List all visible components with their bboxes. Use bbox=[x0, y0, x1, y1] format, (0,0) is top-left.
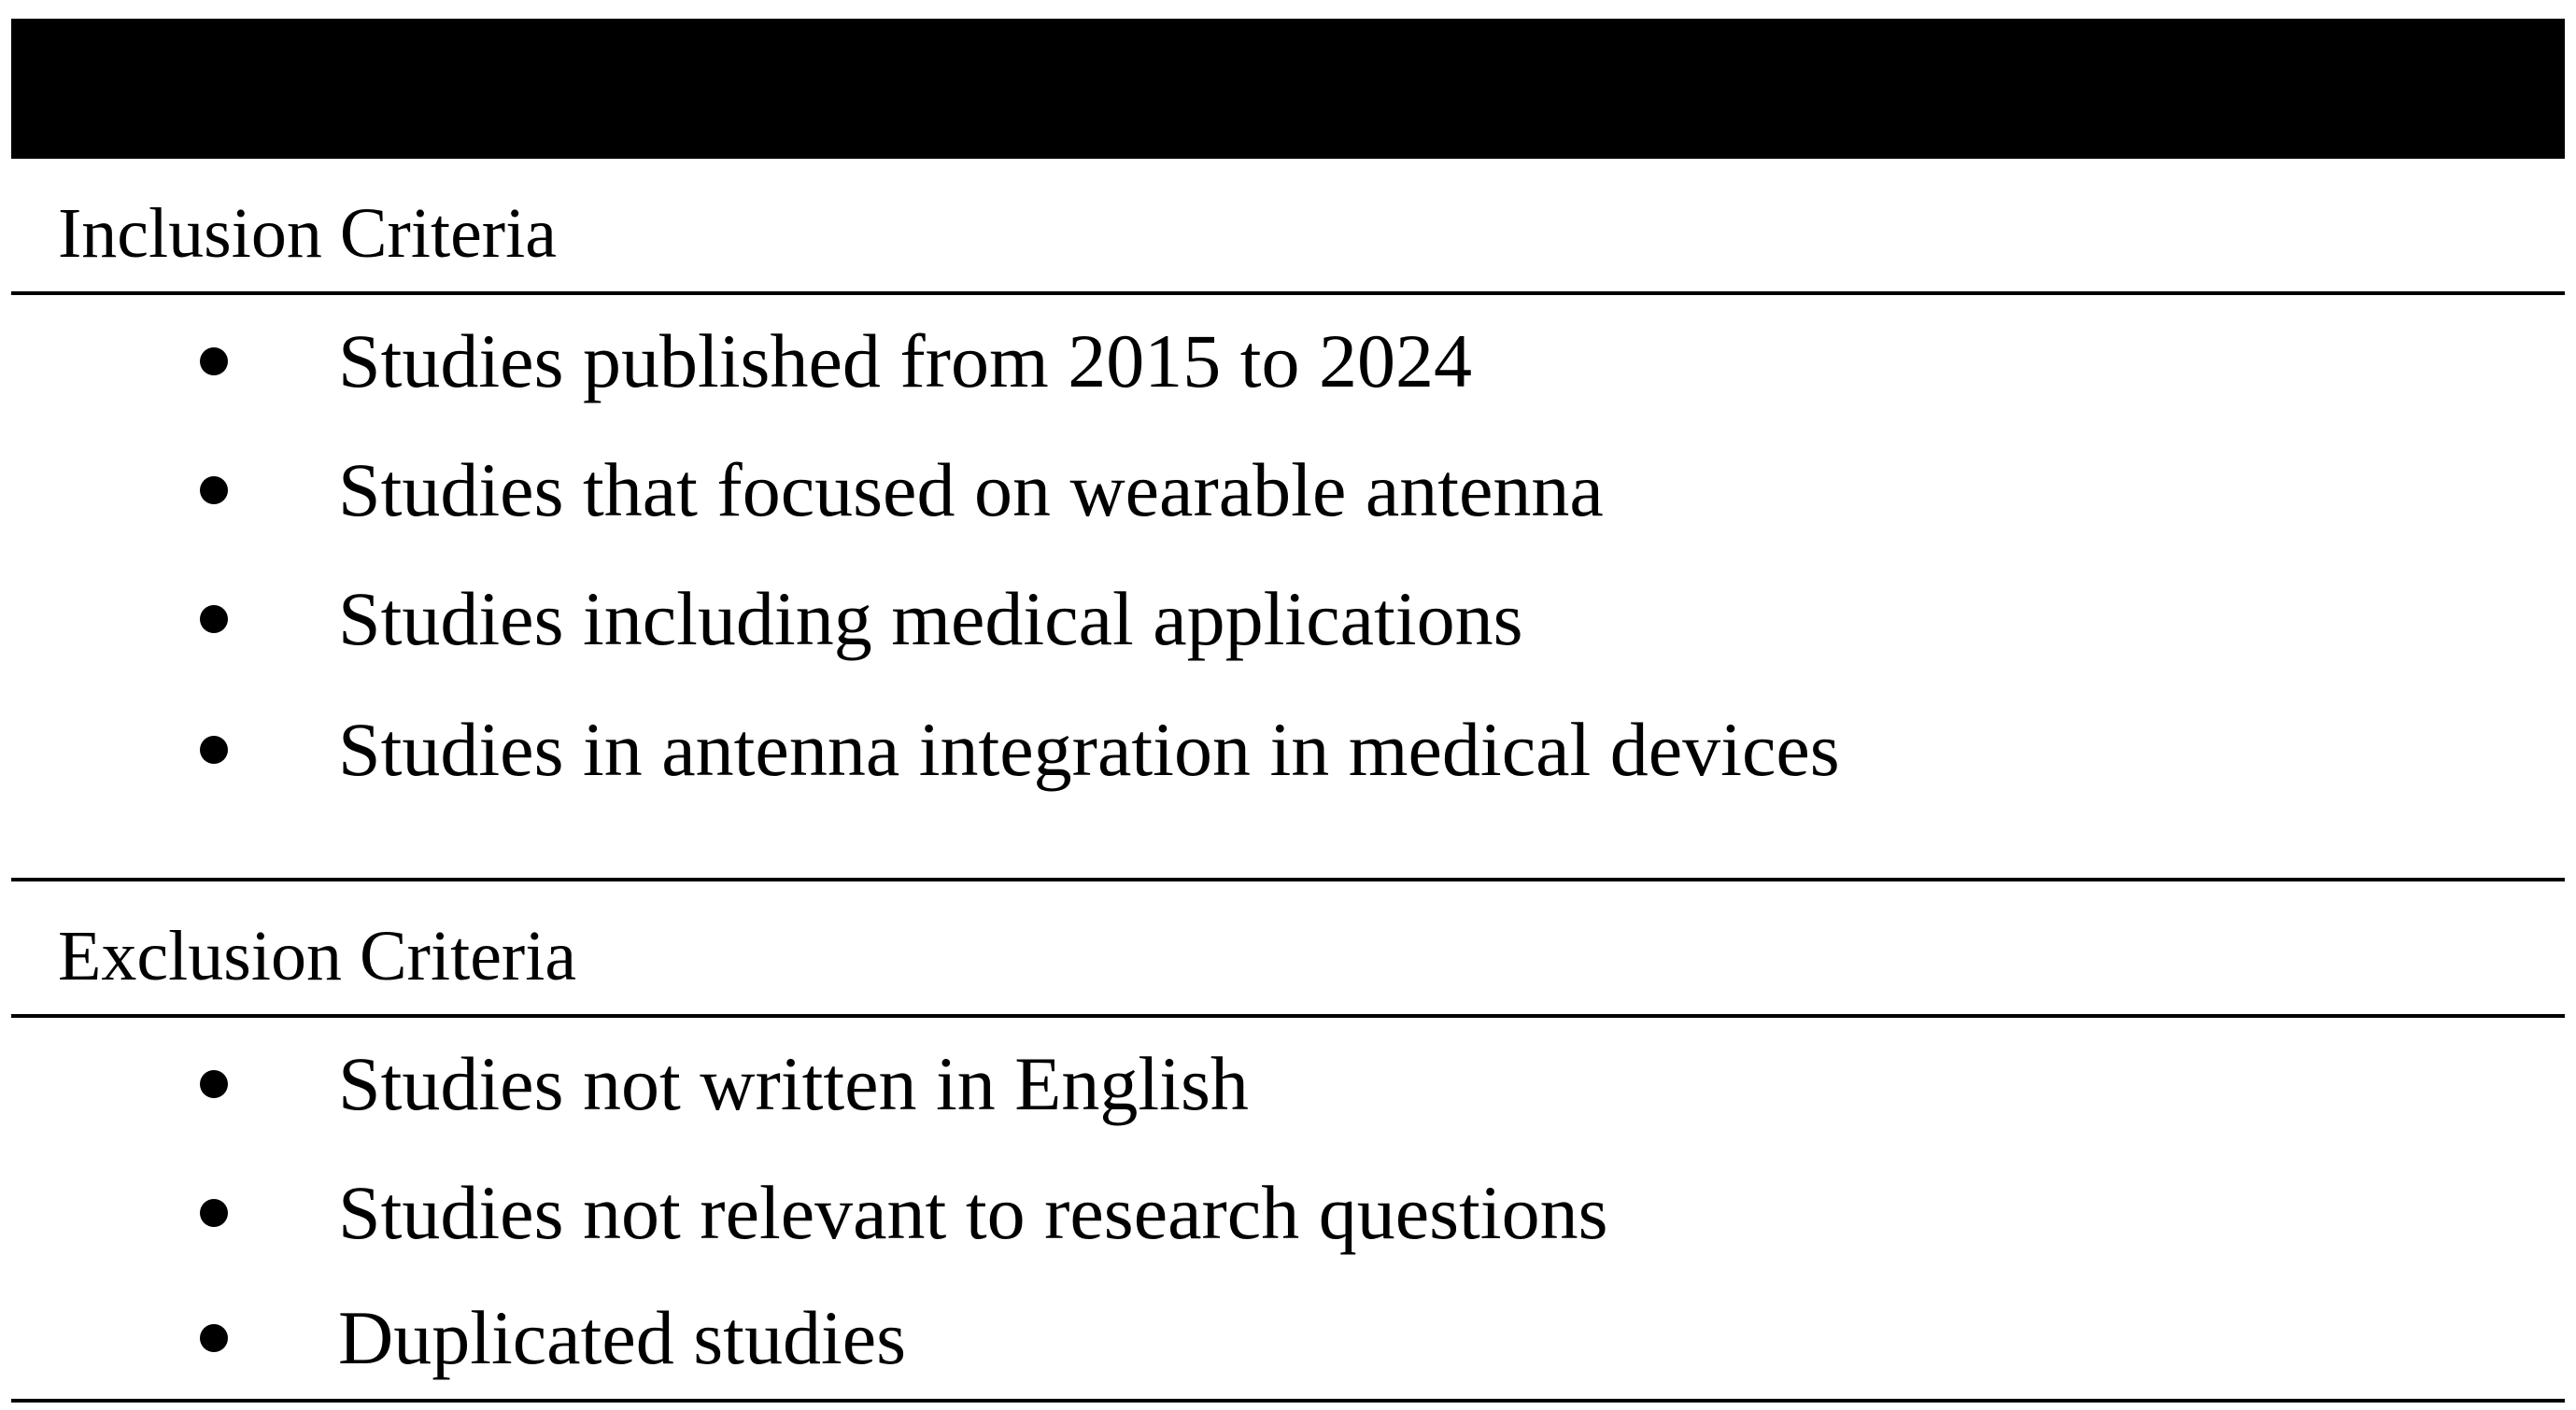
divider bbox=[11, 1399, 2565, 1403]
table-header-bar bbox=[11, 19, 2565, 159]
list-item-label: Studies published from 2015 to 2024 bbox=[338, 318, 1473, 403]
list-item bbox=[0, 1292, 2576, 1386]
list-item-label: Studies not relevant to research questions bbox=[338, 1170, 1608, 1255]
inclusion-criteria-title: Inclusion Criteria bbox=[58, 194, 557, 273]
list-item-label: Studies including medical applications bbox=[338, 576, 1523, 661]
exclusion-criteria-title: Exclusion Criteria bbox=[58, 917, 577, 995]
list-item-label: Studies in antenna integration in medical devices bbox=[338, 707, 1840, 792]
bullet-icon bbox=[200, 605, 228, 633]
list-item bbox=[0, 704, 2576, 797]
list-item-label: Duplicated studies bbox=[338, 1295, 907, 1380]
bullet-icon bbox=[200, 736, 228, 764]
bullet-icon bbox=[200, 1199, 228, 1227]
list-item bbox=[0, 444, 2576, 538]
divider bbox=[11, 878, 2565, 881]
list-item bbox=[0, 1038, 2576, 1132]
list-item bbox=[0, 1167, 2576, 1261]
bullet-icon bbox=[200, 347, 228, 375]
list-item bbox=[0, 573, 2576, 667]
bullet-icon bbox=[200, 1324, 228, 1352]
divider bbox=[11, 1014, 2565, 1018]
divider bbox=[11, 291, 2565, 295]
bullet-icon bbox=[200, 1070, 228, 1098]
bullet-icon bbox=[200, 476, 228, 504]
list-item-label: Studies that focused on wearable antenna bbox=[338, 447, 1604, 532]
list-item bbox=[0, 316, 2576, 409]
list-item-label: Studies not written in English bbox=[338, 1041, 1249, 1126]
